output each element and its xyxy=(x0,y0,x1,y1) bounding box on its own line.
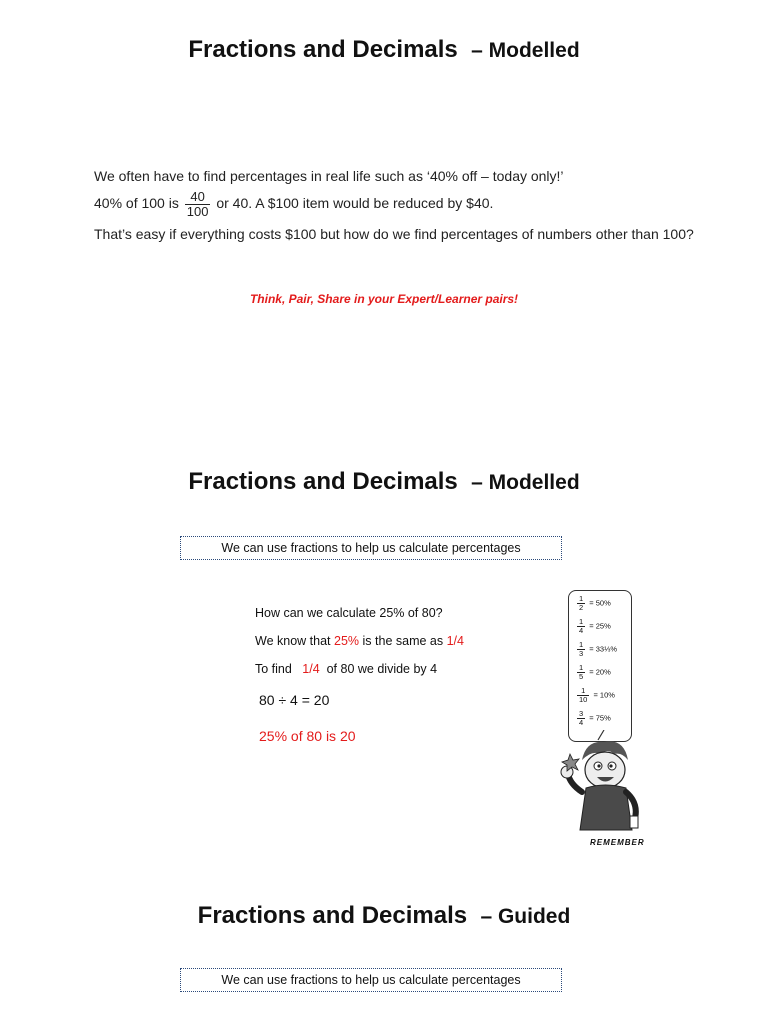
step-find xyxy=(255,662,437,676)
card-num: 1 xyxy=(577,687,589,696)
card-row-fifth xyxy=(575,664,611,681)
card-num: 1 xyxy=(579,640,584,649)
section2-title-main: Fractions and Decimals xyxy=(188,468,458,495)
section2-title-sub: – Modelled xyxy=(471,471,580,494)
card-value: = 50% xyxy=(589,598,611,608)
left-pupil xyxy=(597,764,600,767)
card-value: = 33⅓% xyxy=(589,644,617,654)
section3-title xyxy=(0,902,768,930)
step-know-prefix: We know that xyxy=(255,634,331,648)
fraction-40-100 xyxy=(185,190,211,218)
card-num: 1 xyxy=(579,663,584,672)
card-row-quarter xyxy=(575,618,611,635)
step-answer: 25% of 80 is 20 xyxy=(259,728,356,744)
intro-line-2 xyxy=(94,190,493,218)
card-value: = 10% xyxy=(593,690,615,700)
section1-title-sub: – Modelled xyxy=(471,39,580,62)
section3-title-main: Fractions and Decimals xyxy=(197,902,468,929)
fraction-numerator: 40 xyxy=(185,190,211,205)
held-card xyxy=(630,816,638,828)
section2-title xyxy=(0,468,768,496)
card-den: 3 xyxy=(579,648,584,658)
step-find-suffix: of 80 we divide by 4 xyxy=(326,662,438,676)
section2-callout-box: We can use fractions to help us calculate percentages xyxy=(180,536,562,560)
card-value: = 75% xyxy=(589,713,611,723)
section1-title-main: Fractions and Decimals xyxy=(188,36,458,63)
step-find-fraction: 1/4 xyxy=(302,662,320,676)
step-know-mid: is the same as xyxy=(362,634,444,648)
bubble-tail xyxy=(598,730,604,740)
step-know xyxy=(255,634,464,648)
card-value: = 25% xyxy=(589,621,611,631)
intro-line-1: We often have to find percentages in real life such as ‘40% off – today only!’ xyxy=(94,168,564,184)
section1-title xyxy=(0,36,768,64)
remember-character-illustration xyxy=(552,730,662,842)
card-den: 10 xyxy=(579,694,588,704)
intro-line-2-suffix: or 40. A $100 item would be reduced by $40. xyxy=(216,194,494,211)
card-num: 1 xyxy=(579,617,584,626)
card-row-third xyxy=(575,641,617,658)
intro-line-3: That’s easy if everything costs $100 but how do we find percentages of numbers other than 100? xyxy=(94,226,694,242)
card-row-tenth xyxy=(575,687,615,704)
section3-title-sub: – Guided xyxy=(480,905,571,928)
card-den: 4 xyxy=(579,717,584,727)
intro-line-2-prefix: 40% of 100 is xyxy=(94,194,179,211)
step-know-percent: 25% xyxy=(334,634,360,648)
card-num: 3 xyxy=(579,709,584,718)
card-num: 1 xyxy=(579,594,584,603)
step-know-fraction: 1/4 xyxy=(446,634,464,648)
card-den: 4 xyxy=(579,625,584,635)
right-pupil xyxy=(609,764,612,767)
step-equation: 80 ÷ 4 = 20 xyxy=(259,692,330,708)
fraction-denominator: 100 xyxy=(186,203,209,219)
fraction-reference-card xyxy=(568,590,632,742)
face-shape xyxy=(585,752,625,788)
step-question: How can we calculate 25% of 80? xyxy=(255,606,443,620)
remember-label: REMEMBER xyxy=(590,838,645,847)
card-row-three-quarters xyxy=(575,710,611,727)
think-pair-share-prompt: Think, Pair, Share in your Expert/Learner pairs! xyxy=(249,292,519,306)
card-den: 5 xyxy=(579,671,584,681)
card-row-half xyxy=(575,595,611,612)
card-value: = 20% xyxy=(589,667,611,677)
section3-callout-box: We can use fractions to help us calculate percentages xyxy=(180,968,562,992)
step-find-prefix: To find xyxy=(255,662,292,676)
card-den: 2 xyxy=(579,602,584,612)
